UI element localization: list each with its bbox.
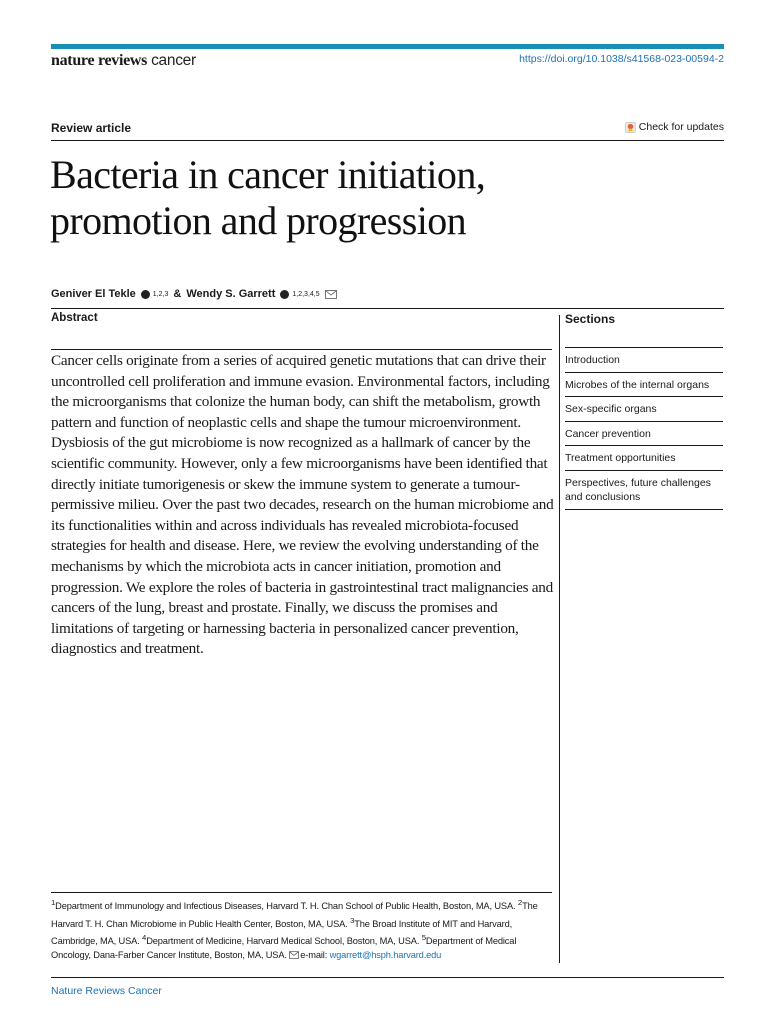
section-link-treatment-opportunities[interactable]: Treatment opportunities [565,446,723,471]
title-line-1: Bacteria in cancer initiation, [50,152,486,197]
abstract-body: Cancer cells originate from a series of acquired genetic mutations that can drive their uncontrolled cell proliferation and immune evasion. Environmental factors, including the microorganisms that colonize the human body, can shift the metabolism, growth pattern and function of neoplastic cells and shape the tumour microenvironment. Dysbiosis of the gut microbiome is now recognized as a hallmark of cancer by the scientific community. However, only a few microorganisms have been identified that directly initiate tumorigenesis or skew the immune system to generate a tumour-permissive milieu. Over the past two decades, research on the human microbiome and its functionalities within and across individuals has revealed microbiota-focused strategies for health and disease. Here, we review the evolving understanding of the mechanisms by which the microbiota acts in cancer initiation, promotion and progression. We explore the roles of bacteria in gastrointestinal tract malignancies and cancers of the lung, breast and prostate. Finally, we discuss the promises and limitations of targeting or harnessing bacteria in personalized cancer prevention, diagnostics and treatment. [51,352,554,658]
author-affil-sup: 1,2,3,4,5 [292,290,320,298]
email-label: e-mail: [300,949,330,960]
section-link-sex-specific-organs[interactable]: Sex-specific organs [565,397,723,422]
email-icon[interactable] [325,290,337,299]
affil-sup: 1 [51,898,56,907]
affiliation-2: The Harvard T. H. Chan Microbiome in Public Health Center, Boston, MA, USA. [51,901,538,929]
check-for-updates-button[interactable] [625,121,724,133]
section-link-introduction[interactable]: Introduction [565,348,723,373]
journal-brand[interactable] [51,52,196,70]
brand-name-light: cancer [151,52,196,69]
author-list [51,288,337,300]
journal-footer-link[interactable]: Nature Reviews Cancer [51,985,162,997]
article-type-label: Review article [51,121,132,135]
abstract-divider [51,349,552,350]
authors-divider [51,308,724,309]
affil-sup: 5 [421,933,426,942]
affiliations [51,896,556,962]
section-link-cancer-prevention[interactable]: Cancer prevention [565,422,723,447]
affiliation-1: Department of Immunology and Infectious Diseases, Harvard T. H. Chan School of Public Health, Boston, MA, USA. [55,901,518,912]
orcid-icon[interactable] [280,290,289,299]
abstract-heading: Abstract [51,312,98,324]
title-divider [51,140,724,141]
title-line-2: promotion and progression [50,198,467,243]
affil-sup: 4 [142,933,147,942]
affiliations-divider [51,892,552,893]
orcid-icon[interactable] [141,290,150,299]
email-icon [289,951,299,959]
footer-divider [51,977,724,978]
section-link-internal-organs[interactable]: Microbes of the internal organs [565,373,723,398]
affiliation-3: The Broad Institute of MIT and Harvard, Cambridge, MA, USA. [51,918,513,947]
email-link[interactable]: wgarrett@hsph.harvard.edu [329,949,442,960]
column-divider [559,315,560,963]
affiliation-5: Department of Medical Oncology, Dana-Farber Cancer Institute, Boston, MA, USA. [51,936,517,960]
author-affil-sup: 1,2,3 [152,290,169,298]
check-updates-label: Check for updates [638,121,724,133]
affil-sup: 3 [350,915,355,925]
doi-link[interactable]: https://doi.org/10.1038/s41568-023-00594-2 [519,53,724,65]
author-name[interactable]: Geniver El Tekle [51,288,136,300]
sections-panel [565,312,723,510]
affil-sup: 2 [517,898,523,907]
article-title [50,152,670,244]
check-updates-icon [625,122,636,133]
author-name[interactable]: Wendy S. Garrett [186,288,276,300]
header-accent-bar [51,44,724,49]
author-separator: & [173,288,182,300]
sections-heading: Sections [565,312,723,348]
brand-name-bold: nature reviews [51,52,148,69]
affiliation-4: Department of Medicine, Harvard Medical School, Boston, MA, USA. [146,936,422,947]
section-link-perspectives[interactable]: Perspectives, future challenges and conclusions [565,471,723,510]
